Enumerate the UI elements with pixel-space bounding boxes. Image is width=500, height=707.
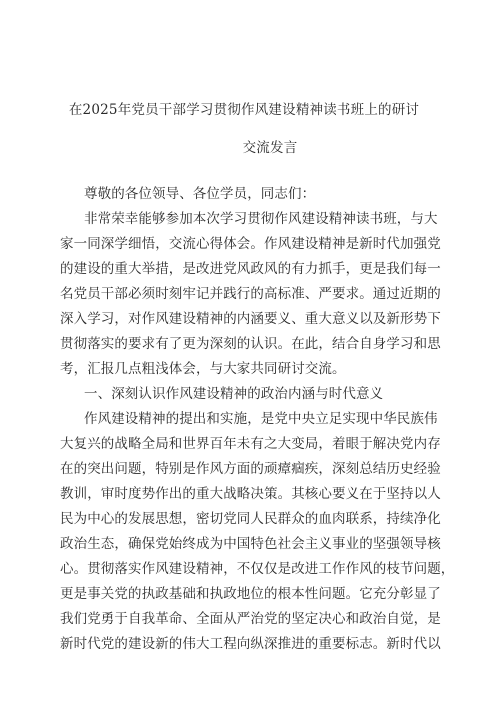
paragraph-line: 我们党勇于自我革命、全面从严治党的坚定决心和政治自觉，是 (60, 611, 441, 627)
paragraph-line: 大复兴的战略全局和世界百年未有之大变局，着眼于解决党内存 (60, 436, 441, 452)
paragraph-line: 非常荣幸能够参加本次学习贯彻作风建设精神读书班，与大 (84, 211, 438, 227)
paragraph-line: 心。贯彻落实作风建设精神，不仅仅是改进工作作风的枝节问题， (60, 561, 455, 577)
paragraph-line: 教训，审时度势作出的重大战略决策。其核心要义在于坚持以人 (60, 486, 441, 502)
paragraph-line: 考，汇报几点粗浅体会，与大家共同研讨交流。 (60, 361, 346, 377)
paragraph-line: 家一同深学细悟，交流心得体会。作风建设精神是新时代加强党 (60, 236, 441, 252)
paragraph-line: 更是事关党的执政基础和执政地位的根本性问题。它充分彰显了 (60, 586, 441, 602)
paragraph-line: 作风建设精神的提出和实施，是党中央立足实现中华民族伟 (84, 411, 438, 427)
section-heading: 一、深刻认识作风建设精神的政治内涵与时代意义 (84, 386, 384, 402)
paragraph-line: 深入学习，对作风建设精神的内涵要义、重大意义以及新形势下 (60, 311, 441, 327)
paragraph-line: 名党员干部必须时刻牢记并践行的高标准、严要求。通过近期的 (60, 286, 441, 302)
paragraph-line: 在的突出问题，特别是作风方面的顽瘴痼疾，深刻总结历史经验 (60, 461, 441, 477)
document-title-line-1: 在2025年党员干部学习贯彻作风建设精神读书班上的研讨 (68, 102, 420, 118)
paragraph-line: 新时代党的建设新的伟大工程向纵深推进的重要标志。新时代以 (60, 636, 441, 652)
document-title-line-2: 交流发言 (242, 140, 298, 156)
salutation: 尊敬的各位领导、各位学员，同志们： (84, 186, 316, 202)
paragraph-line: 政治生态，确保党始终成为中国特色社会主义事业的坚强领导核 (60, 536, 441, 552)
paragraph-line: 民为中心的发展思想，密切党同人民群众的血肉联系，持续净化 (60, 511, 441, 527)
paragraph-line: 贯彻落实的要求有了更为深刻的认识。在此，结合自身学习和思 (60, 336, 441, 352)
paragraph-line: 的建设的重大举措，是改进党风政风的有力抓手，更是我们每一 (60, 261, 441, 277)
